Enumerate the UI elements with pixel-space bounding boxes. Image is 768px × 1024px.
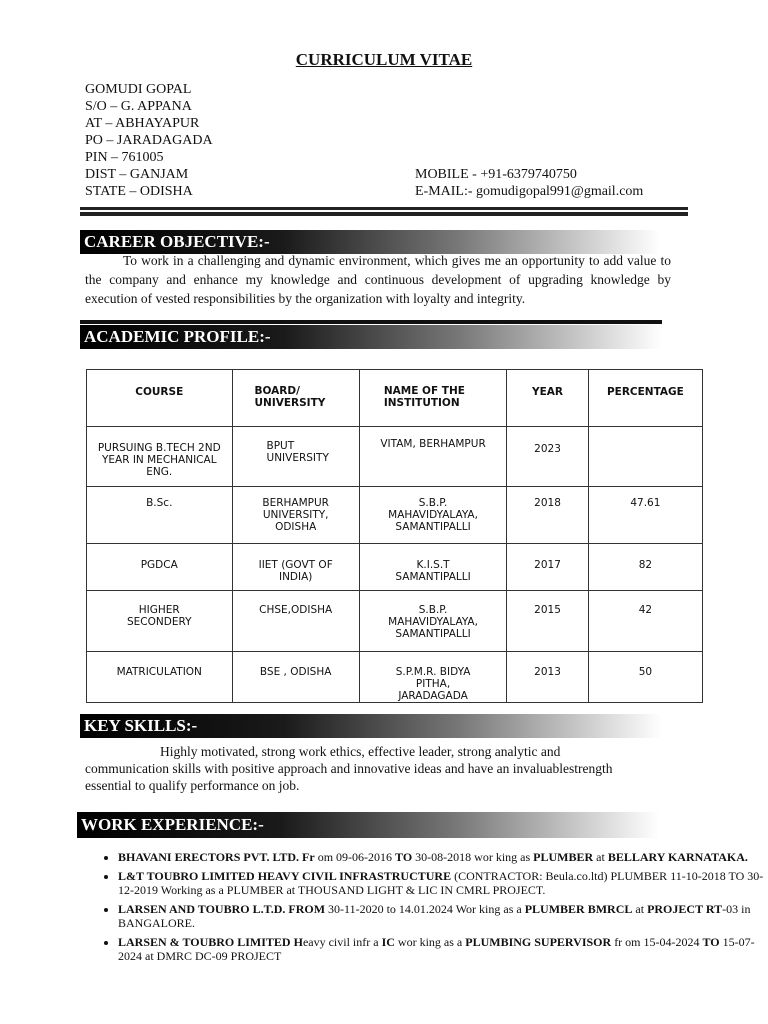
cell-institution: S.P.M.R. BIDYA PITHA, JARADAGADA: [359, 652, 506, 703]
work-text-segment: eavy civil infr a: [302, 935, 382, 949]
cell-year: 2017: [507, 544, 589, 591]
header-course: COURSE: [87, 370, 233, 427]
cell-institution: VITAM, BERHAMPUR: [359, 427, 506, 487]
header-divider: [80, 207, 688, 210]
work-experience-list: [86, 850, 766, 968]
work-text-segment: PROJECT RT: [647, 902, 723, 916]
work-experience-item: [118, 902, 766, 930]
work-text-segment: wor king as a: [394, 935, 466, 949]
table-row: [87, 427, 703, 487]
cell-institution: K.I.S.T SAMANTIPALLI: [359, 544, 506, 591]
name-line: GOMUDI GOPAL: [85, 82, 192, 97]
pin-line: PIN – 761005: [85, 150, 164, 165]
career-objective-heading: CAREER OBJECTIVE:-: [80, 230, 660, 254]
work-text-segment: BELLARY KARNATAKA.: [607, 850, 748, 864]
header-institution: NAME OF THE INSTITUTION: [359, 370, 506, 427]
work-text-segment: PLUMBER: [533, 850, 594, 864]
work-text-segment: at: [632, 902, 648, 916]
village-line: AT – ABHAYAPUR: [85, 116, 200, 131]
table-row: [87, 487, 703, 544]
work-text-segment: 30-11-2020 to 14.01.2024 Wor king as a: [325, 902, 525, 916]
cell-percentage: 50: [588, 652, 702, 703]
work-experience-item: [118, 935, 766, 963]
parent-line: S/O – G. APPANA: [85, 99, 192, 114]
cell-year: 2015: [507, 591, 589, 652]
cell-course: PURSUING B.TECH 2ND YEAR IN MECHANICAL ENG.: [87, 427, 233, 487]
work-text-segment: PLUMBER BMRCL: [524, 902, 633, 916]
key-skills-text: Highly motivated, strong work ethics, effective leader, strong analytic and communication skills with positive approach and innovative ideas and have an invaluablestrength essential to qualify performance on job.: [85, 744, 613, 793]
work-experience-heading: WORK EXPERIENCE:-: [77, 812, 659, 838]
contact-block: [415, 166, 643, 200]
email-address: E-MAIL:- gomudigopal991@gmail.com: [415, 184, 644, 199]
header-percentage: PERCENTAGE: [588, 370, 702, 427]
work-text-segment: 30-08-2018 wor king as: [412, 850, 534, 864]
mobile-number: MOBILE - +91-6379740750: [415, 167, 577, 182]
cell-course: PGDCA: [87, 544, 233, 591]
document-title: CURRICULUM VITAE: [295, 50, 473, 69]
cell-institution: S.B.P. MAHAVIDYALAYA, SAMANTIPALLI: [359, 487, 506, 544]
cell-year: 2023: [507, 427, 589, 487]
work-text-segment: PLUMBING SUPERVISOR: [465, 935, 612, 949]
cell-board: IIET (GOVT OF INDIA): [232, 544, 359, 591]
work-text-segment: fr om 15-04-2024: [611, 935, 703, 949]
academic-profile-heading: ACADEMIC PROFILE:-: [80, 325, 662, 349]
state-line: STATE – ODISHA: [85, 184, 193, 199]
cell-year: 2018: [507, 487, 589, 544]
work-text-segment: at: [593, 850, 608, 864]
cell-board: CHSE,ODISHA: [232, 591, 359, 652]
key-skills-heading: KEY SKILLS:-: [80, 714, 662, 738]
work-text-segment: -03 in BANGALORE.: [118, 902, 751, 930]
work-text-segment: L&T TOUBRO LIMITED HEAVY CIVIL INFRASTRUCTURE: [118, 869, 452, 883]
cell-course: B.Sc.: [87, 487, 233, 544]
table-row: [87, 544, 703, 591]
cell-percentage: 47.61: [588, 487, 702, 544]
academic-divider: [80, 320, 662, 324]
district-line: DIST – GANJAM: [85, 167, 189, 182]
work-text-segment: LARSEN AND TOUBRO L.T.D. FROM: [118, 902, 326, 916]
header-board: BOARD/ UNIVERSITY: [232, 370, 359, 427]
header-year: YEAR: [507, 370, 589, 427]
cell-board: BSE , ODISHA: [232, 652, 359, 703]
work-experience-item: [118, 869, 766, 897]
table-row: [87, 652, 703, 703]
academic-table: [86, 369, 703, 703]
cell-year: 2013: [507, 652, 589, 703]
career-objective-text: To work in a challenging and dynamic environment, which gives me an opportunity to add value to the company and enhance my knowledge and continuous development of upgrading knowledge by execution of vested responsibilities by the organization with loyalty and integrity.: [85, 253, 671, 306]
cell-percentage: [588, 427, 702, 487]
cell-board: BPUT UNIVERSITY: [232, 427, 359, 487]
cell-percentage: 82: [588, 544, 702, 591]
post-office-line: PO – JARADAGADA: [85, 133, 213, 148]
cell-course: HIGHER SECONDERY: [87, 591, 233, 652]
work-text-segment: (CONTRACTOR: Beula.co.ltd) PLUMBER 11-10-2018 TO 30-12-2019 Working as a PLUMBER at THOUSAND LIGHT & LIC IN CMRL PROJECT.: [118, 869, 764, 897]
work-text-segment: IC: [381, 935, 395, 949]
work-experience-item: [118, 850, 766, 864]
work-text-segment: LARSEN & TOUBRO LIMITED H: [118, 935, 303, 949]
table-row: [87, 591, 703, 652]
work-text-segment: TO: [395, 850, 413, 864]
cell-course: MATRICULATION: [87, 652, 233, 703]
table-header-row: [87, 370, 703, 427]
address-block: [85, 81, 213, 200]
header-divider-thick: [80, 212, 688, 216]
work-text-segment: TO: [702, 935, 720, 949]
work-text-segment: om 09-06-2016: [314, 850, 396, 864]
cell-board: BERHAMPUR UNIVERSITY, ODISHA: [232, 487, 359, 544]
cell-institution: S.B.P. MAHAVIDYALAYA, SAMANTIPALLI: [359, 591, 506, 652]
work-text-segment: 15-07- 2024 at DMRC DC-09 PROJECT: [118, 935, 755, 963]
work-text-segment: BHAVANI ERECTORS PVT. LTD. Fr: [118, 850, 315, 864]
cell-percentage: 42: [588, 591, 702, 652]
